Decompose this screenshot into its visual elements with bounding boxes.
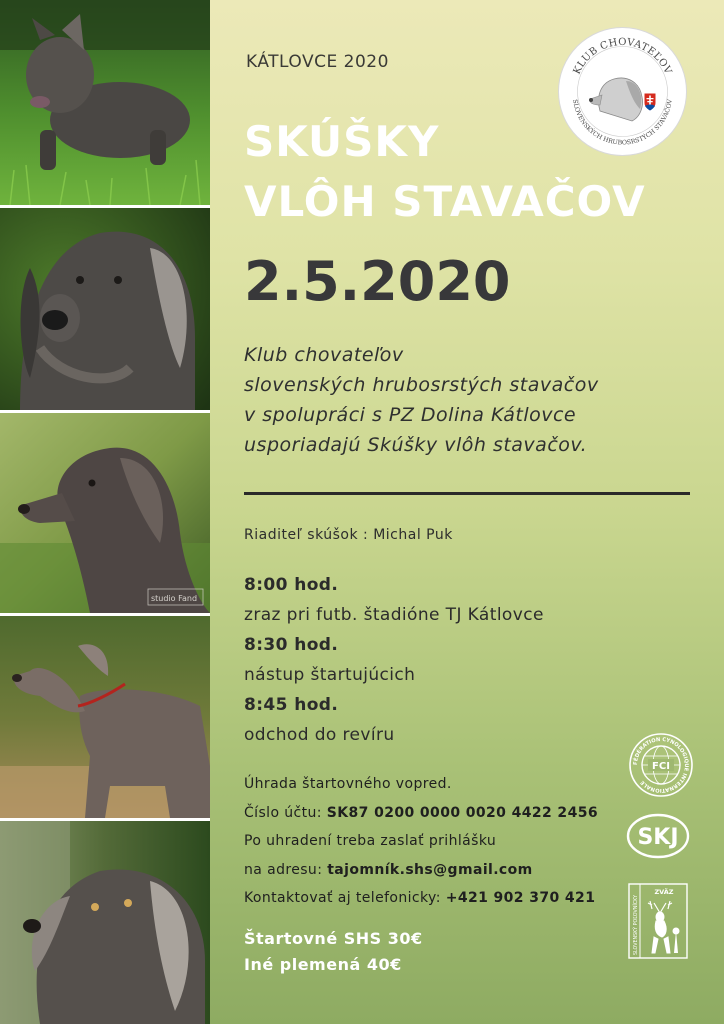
- intro-line: slovenských hrubosrstých stavačov: [244, 374, 599, 396]
- fee-line: Štartovné SHS 30€: [244, 929, 423, 948]
- address-label: na adresu:: [244, 861, 323, 878]
- skj-abbr: SKJ: [637, 825, 679, 850]
- exam-director: Riaditeľ skúšok : Michal Puk: [244, 527, 453, 543]
- dog-photo-front: [0, 821, 210, 1024]
- hunting-union-side-text: SLOVENSKÝ POĽOVNÍCKY: [634, 894, 639, 955]
- account-label: Číslo účtu:: [244, 804, 322, 821]
- title-line-1: SKÚŠKY: [244, 117, 440, 166]
- dog-photo-face: [0, 208, 210, 410]
- email-address: tajomník.shs@gmail.com: [327, 861, 533, 878]
- deer-icon: [648, 901, 679, 953]
- intro-text: [244, 340, 599, 460]
- schedule-time: 8:00 hod.: [244, 575, 339, 595]
- schedule-desc: zraz pri futb. štadióne TJ Kátlovce: [244, 605, 544, 625]
- dog-photo-profile: [0, 413, 210, 613]
- fci-ring-text: FÉDÉRATION CYNOLOGIQUE INTERNATIONALE: [632, 736, 690, 794]
- schedule-desc: nástup štartujúcich: [244, 665, 416, 685]
- payment-info: [244, 770, 598, 913]
- slovak-shield-icon: [644, 93, 656, 111]
- dog-photo-column: [0, 0, 210, 1024]
- hunting-union-logo: [628, 883, 688, 959]
- payment-line: Po uhradení treba zaslať prihlášku: [244, 833, 497, 849]
- photo-credit: studio Fand: [151, 594, 198, 603]
- event-date: 2.5.2020: [244, 250, 511, 313]
- phone-number: +421 902 370 421: [445, 890, 596, 906]
- entry-fees: [244, 926, 423, 978]
- account-line: [244, 799, 598, 828]
- fee-line: Iné plemená 40€: [244, 955, 402, 974]
- intro-line: Klub chovateľov: [244, 344, 404, 366]
- club-logo-bottom-text: SLOVENSKÝCH HRUBOSRSTÝCH STAVAČOV: [571, 98, 674, 147]
- schedule: [244, 570, 544, 750]
- club-logo-top-text: KLUB CHOVATEĽOV: [571, 36, 674, 77]
- location-year: KÁTLOVCE 2020: [246, 52, 389, 72]
- intro-line: usporiadajú Skúšky vlôh stavačov.: [244, 434, 588, 456]
- skj-logo: [626, 813, 690, 859]
- divider-line: [244, 492, 690, 495]
- dog-photo-standing: [0, 616, 210, 818]
- phone-label: Kontaktovať aj telefonicky:: [244, 890, 441, 906]
- dog-photo-puppy: [0, 0, 210, 205]
- schedule-time: 8:30 hod.: [244, 635, 339, 655]
- club-logo: [556, 25, 689, 158]
- hunting-union-abbr: ZVÄZ: [654, 888, 674, 896]
- address-line: [244, 856, 598, 885]
- fci-abbr: FCI: [652, 761, 670, 772]
- account-number: SK87 0200 0000 0020 4422 2456: [326, 804, 598, 821]
- fci-logo: [628, 732, 694, 798]
- payment-line: Úhrada štartovného vopred.: [244, 776, 452, 792]
- title-line-2: VLÔH STAVAČOV: [244, 177, 646, 226]
- intro-line: v spolupráci s PZ Dolina Kátlovce: [244, 404, 577, 426]
- schedule-desc: odchod do revíru: [244, 725, 395, 745]
- phone-line: [244, 884, 598, 913]
- schedule-time: 8:45 hod.: [244, 695, 339, 715]
